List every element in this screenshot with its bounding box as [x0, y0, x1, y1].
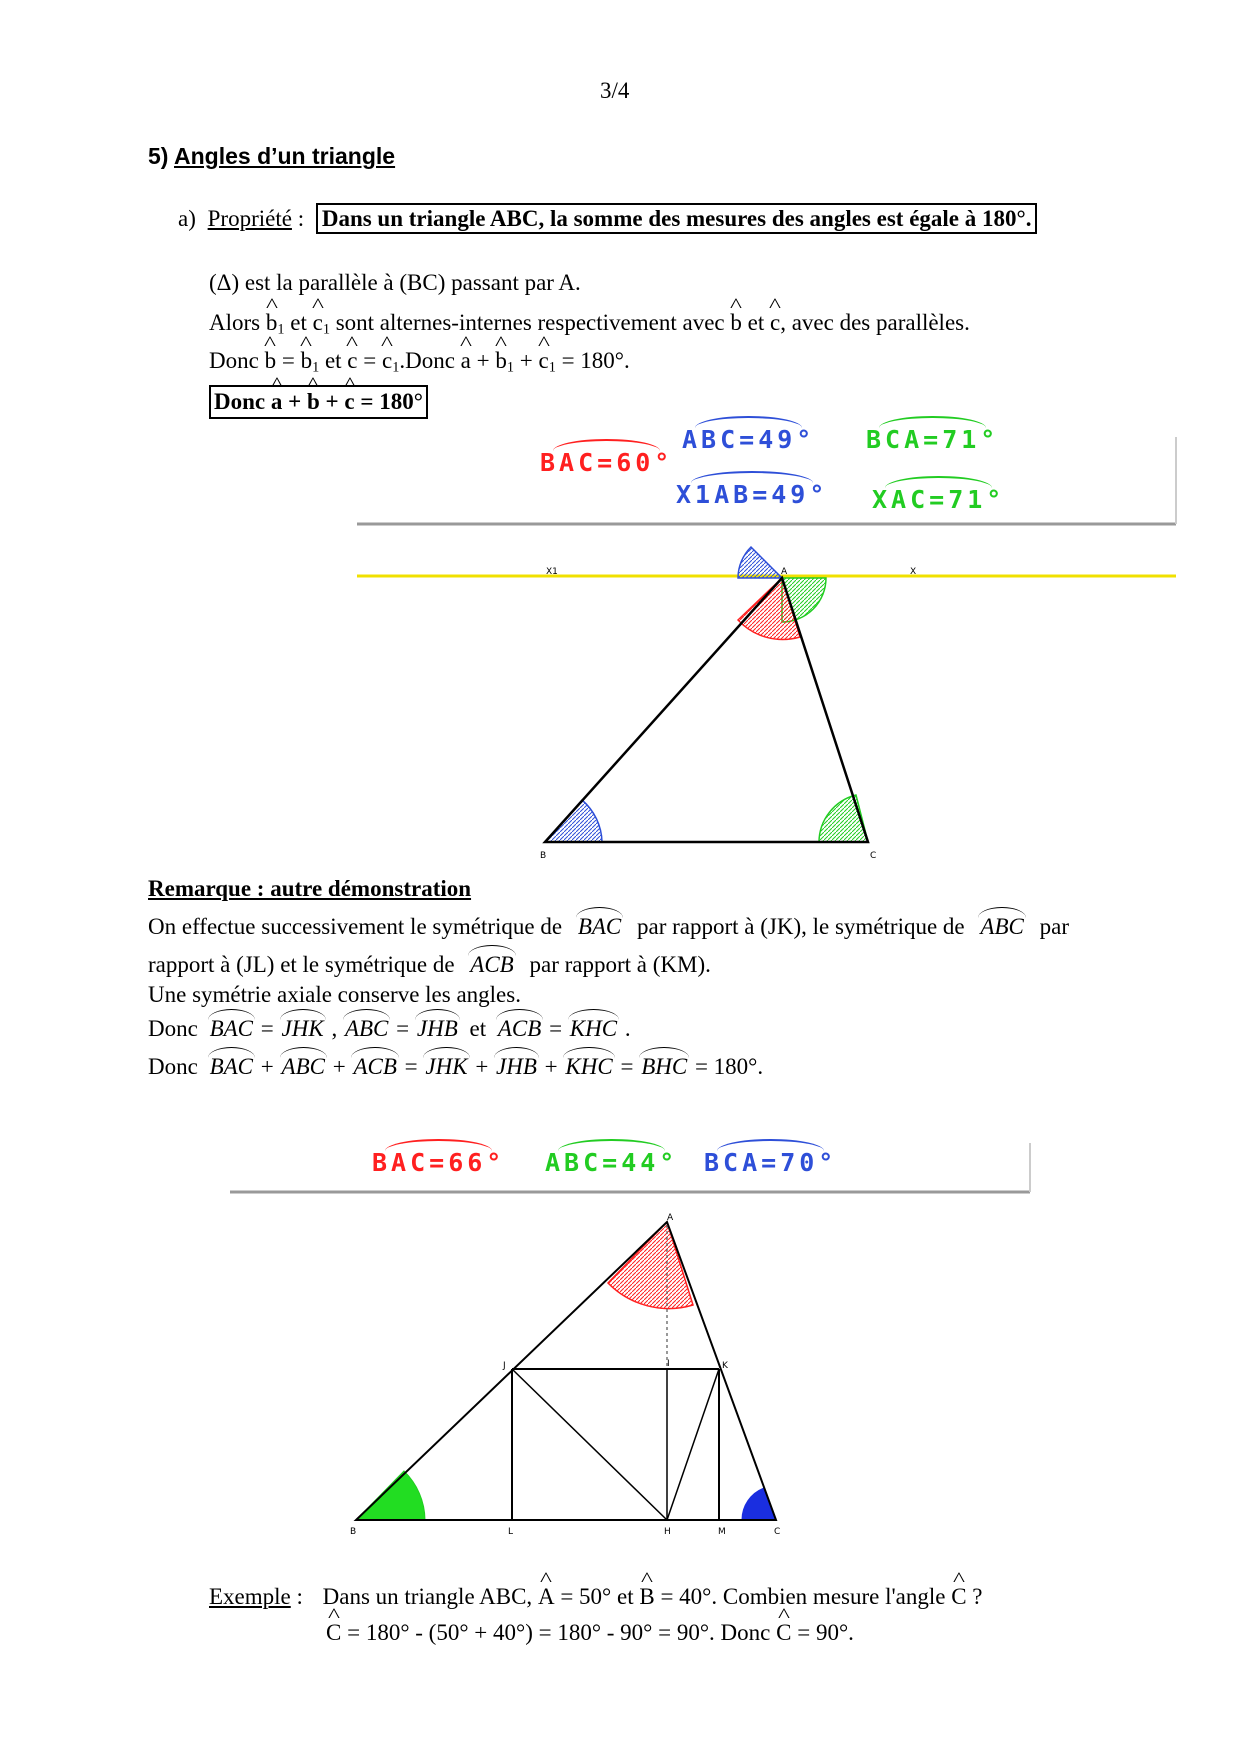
section-number: 5)	[148, 143, 169, 169]
fig2-point-c: C	[774, 1527, 781, 1537]
fig2-label-bca: BCA=70°	[704, 1148, 838, 1177]
demo-line-3: Donc ^ b = ^ $b_1$ et ^ c = ^ $c_1.Donc$ ^ a + ^ $b_1$ + ^ $c_1 = 180^\circ$.	[209, 348, 630, 377]
fig1-point-x1: X1	[546, 567, 558, 577]
angle-b1: ^ b	[266, 310, 278, 336]
angle-c1: ^ c	[313, 310, 323, 336]
fig2-segment-jh	[512, 1369, 667, 1520]
fig1-point-c: C	[870, 851, 877, 861]
fig2-point-k: K	[722, 1361, 728, 1371]
demo-conclusion: Donc ^ a + ^ b + ^ c = 180°	[209, 385, 428, 419]
fig1-label-bac: BAC=60°	[540, 448, 674, 477]
remark-line-5: Donc BAC + ABC + ACB = JHK + JHB + KHC = BHC = 180°.	[148, 1054, 764, 1079]
demo-line-1: (Δ) est la parallèle à (BC) passant par A.	[209, 270, 581, 295]
remark-line-2: rapport à (JL) et le symétrique de ACB par rapport à (KM).	[148, 952, 711, 977]
fig2-point-l: L	[508, 1527, 514, 1537]
fig2-point-h: H	[664, 1527, 671, 1537]
fig2-label-abc: ABC=44°	[545, 1148, 679, 1177]
remark-title: Remarque : autre démonstration	[148, 876, 472, 901]
fig1-point-x: X	[910, 567, 917, 577]
demo-line-2: Alors ^ $b_1$ et ^ $c_1$ sont alternes-internes respectivement avec ^ b et ^ c, avec des parallèles.	[209, 310, 970, 339]
angle-c: ^ c	[770, 310, 780, 336]
fig2-point-b: B	[350, 1527, 357, 1537]
fig2-point-j: J	[503, 1361, 506, 1371]
fig1-point-a: A	[781, 567, 788, 577]
fig1-angle-abc	[545, 800, 602, 842]
fig2-triangle	[356, 1222, 776, 1520]
fig1-label-abc: ABC=49°	[682, 425, 816, 454]
property-label: Propriété	[207, 206, 292, 231]
fig1-label-x1ab: X1AB=49°	[676, 480, 829, 509]
fig1-triangle	[545, 578, 868, 842]
remark-line-1: On effectue successivement le symétrique de BAC par rapport à (JK), le symétrique de ABC par	[148, 914, 1069, 939]
remark-line-4: Donc BAC = JHK , ABC = JHB et ACB = KHC .	[148, 1016, 631, 1041]
fig1-label-bca: BCA=71°	[866, 425, 1000, 454]
fig1-angle-x1ab	[738, 547, 782, 578]
fig2-segment-kh	[667, 1369, 719, 1520]
remark-line-3: Une symétrie axiale conserve les angles.	[148, 982, 521, 1007]
fig1-point-b: B	[540, 851, 547, 861]
fig2-angle-abc	[356, 1471, 425, 1520]
fig2-label-bac: BAC=66°	[372, 1148, 506, 1177]
property-item: a)	[178, 206, 196, 231]
example-line-1: Exemple : Dans un triangle ABC, ^ A = 50° et ^ B = 40°. Combien mesure l'angle ^ C ?	[209, 1584, 983, 1610]
example-label: Exemple	[209, 1584, 291, 1609]
angle-b: ^ b	[730, 310, 742, 336]
fig2-point-m: M	[718, 1527, 726, 1537]
section-title: Angles d’un triangle	[174, 143, 396, 169]
fig2-point-i: I	[667, 1359, 670, 1369]
page-number: 3/4	[600, 78, 630, 103]
fig2-point-a: A	[667, 1213, 674, 1223]
fig1-label-xac: XAC=71°	[872, 485, 1006, 514]
example-line-2: ^ C = 180° - (50° + 40°) = 180° - 90° = 90°. Donc ^ C = 90°.	[326, 1620, 854, 1646]
property-statement: Dans un triangle ABC, la somme des mesures des angles est égale à 180°.	[316, 203, 1038, 234]
property-colon: :	[291, 206, 305, 231]
